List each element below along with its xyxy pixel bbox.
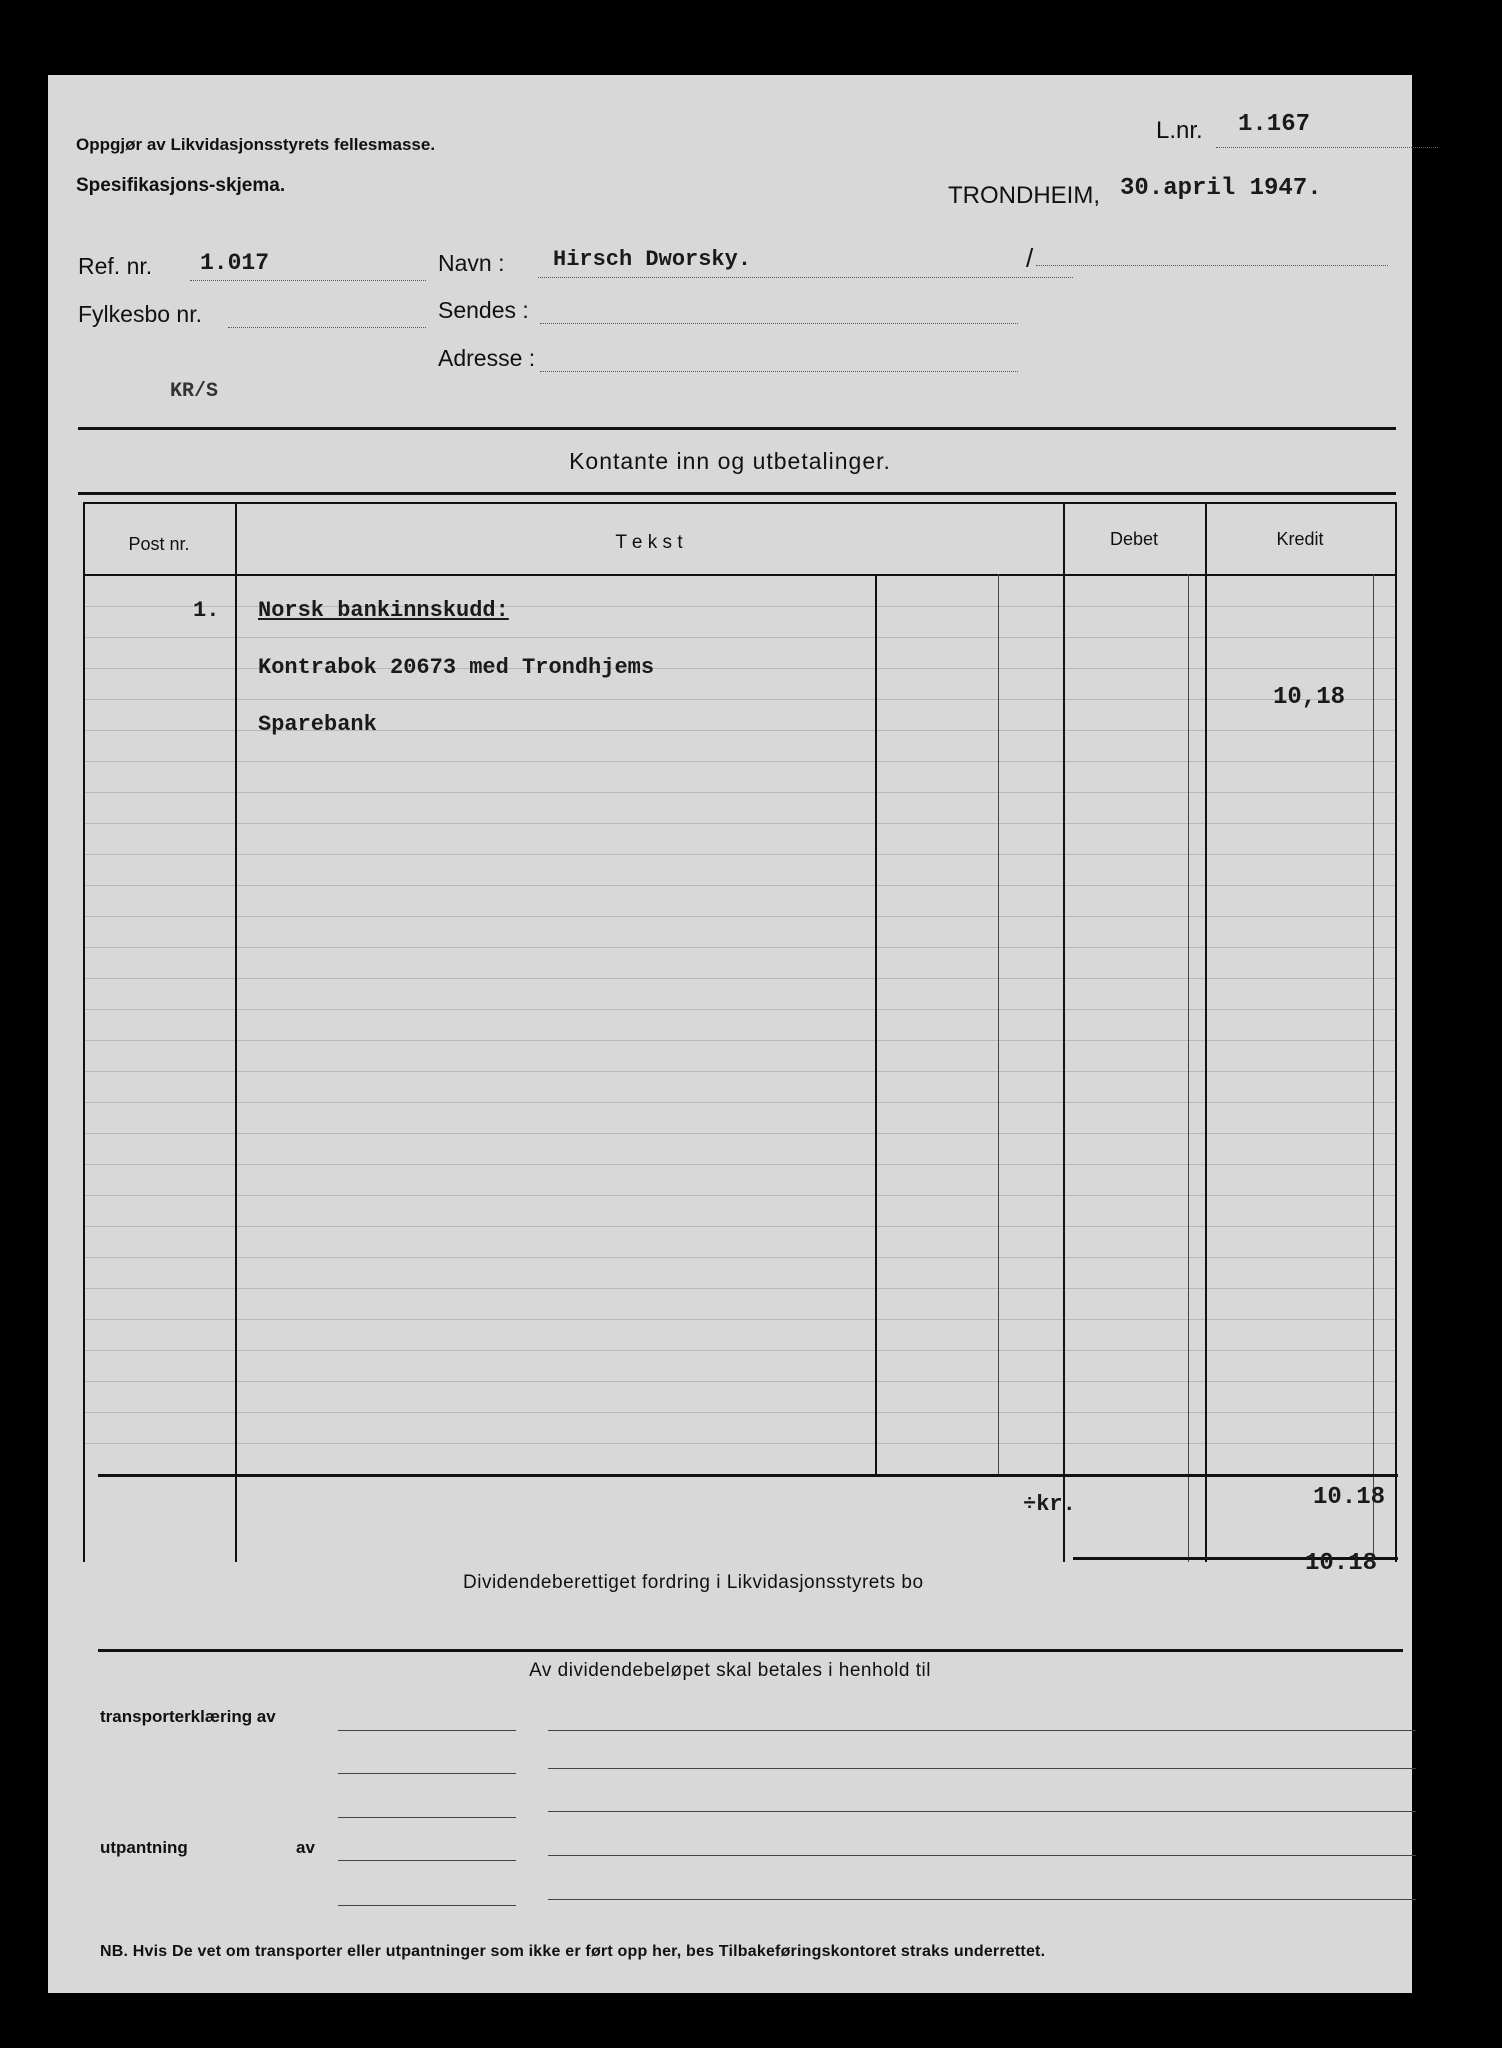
handwritten-code: KR/S — [170, 380, 219, 403]
lnr-value: 1.167 — [1238, 111, 1311, 138]
entry-line-1: Norsk bankinnskudd: — [258, 598, 509, 623]
ref-value: 1.017 — [200, 250, 270, 276]
header-debet: Debet — [1109, 529, 1159, 549]
entry-line-3: Sparebank — [258, 712, 377, 737]
adresse-label: Adresse : — [438, 345, 536, 371]
org-line: Oppgjør av Likvidasjonsstyrets fellesmasse. — [76, 135, 436, 154]
nb-note: NB. Hvis De vet om transporter eller utpantninger som ikke er ført opp her, bes Tilbakeføringskontoret straks underrettet. — [100, 1943, 1046, 1960]
city-label: TRONDHEIM, — [948, 182, 1100, 209]
form-title: Spesifikasjons-skjema. — [76, 175, 286, 196]
dividend-label: Dividendeberettiget fordring i Likvidasjonsstyrets bo — [463, 1572, 924, 1593]
header-post-nr: Post nr. — [128, 534, 190, 554]
ledger-table — [83, 502, 1395, 1593]
entry-line-2: Kontrabok 20673 med Trondhjems — [258, 655, 655, 680]
entry-kredit: 10,18 — [1273, 684, 1346, 711]
fylkesbo-label: Fylkesbo nr. — [78, 301, 202, 327]
header-kredit: Kredit — [1276, 529, 1324, 549]
sendes-label: Sendes : — [438, 297, 529, 323]
form-sheet — [48, 75, 1412, 1993]
dividend-kredit: 10.18 — [1305, 1550, 1378, 1577]
navn-label: Navn : — [438, 250, 505, 276]
section-title: Kontante inn og utbetalinger. — [569, 448, 891, 474]
navn-slash: / — [1026, 243, 1034, 273]
navn-value: Hirsch Dworsky. — [553, 247, 752, 272]
kr-label: ÷kr. — [1023, 1492, 1076, 1517]
transport-label: transporterklæring av — [100, 1707, 276, 1726]
total-kredit: 10.18 — [1313, 1484, 1386, 1511]
utpantning-av-label: av — [296, 1838, 315, 1857]
dividend-heading: Av dividendebeløpet skal betales i henhold til — [529, 1660, 931, 1681]
entry-post-nr: 1. — [193, 598, 220, 623]
utpantning-label: utpantning — [100, 1838, 188, 1857]
header-tekst: T e k s t — [615, 532, 683, 553]
lnr-label: L.nr. — [1156, 117, 1203, 144]
date-value: 30.april 1947. — [1120, 175, 1322, 202]
ref-label: Ref. nr. — [78, 253, 153, 279]
